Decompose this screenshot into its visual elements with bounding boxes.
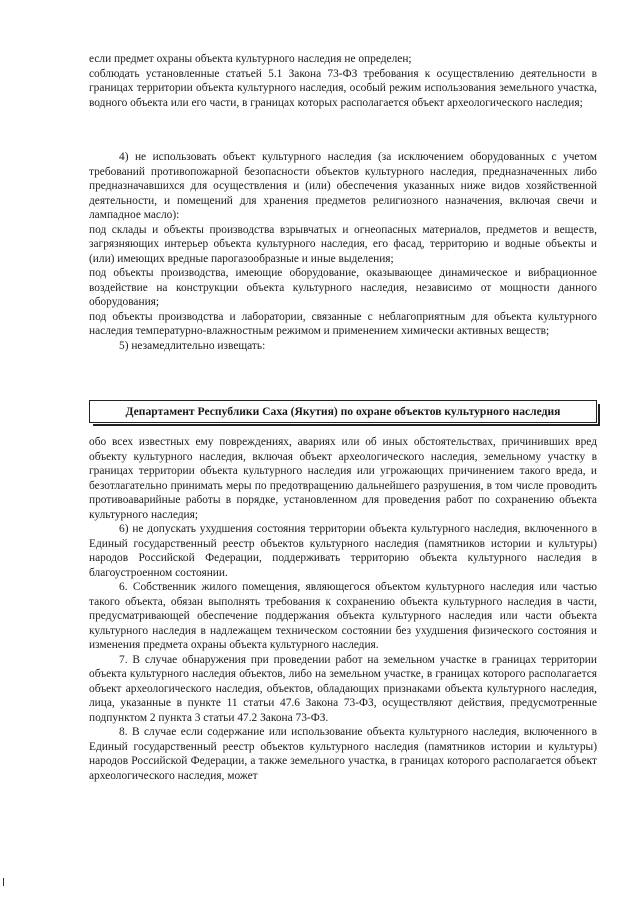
paragraph: 6. Собственник жилого помещения, являющегося объектом культурного наследия или частью такого объекта, обязан выполнять требования к сохранению объекта культурного наследия в части, предусматривающей обеспечение поддержания объекта культурного наследия или части объекта культурного наследия в надлежащем техническом состоянии без ухудшения физического состояния и изменения предмета охраны объекта культурного наследия. bbox=[89, 581, 597, 651]
paragraph: под объекты производства, имеющие оборудование, оказывающее динамическое и вибрационное воздействие на конструкции объекта культурного наследия, независимо от мощности данного оборудования; bbox=[89, 267, 597, 308]
paragraph: 6) не допускать ухудшения состояния территории объекта культурного наследия, включенного в Единый государственный реестр объектов культурного наследия (памятников истории и культуры) народов Российской Федерации, поддерживать территорию объекта культурного наследия в благоустроенном состоянии. bbox=[89, 523, 597, 579]
paragraph: соблюдать установленные статьей 5.1 Закона 73-ФЗ требования к осуществлению деятельности в границах территории объекта культурного наследия, особый режим использования земельного участка, водного объекта или его части, в границах которых располагается объект археологического наследия; bbox=[89, 67, 597, 109]
department-header-text: Департамент Республики Саха (Якутия) по охране объектов культурного наследия bbox=[125, 405, 561, 418]
paragraph: 8. В случае если содержание или использование объекта культурного наследия, включенного в Единый государственный реестр объектов культурного наследия (памятников истории и культуры) народов Российской Федерации, а также земельного участка, в границах которого располагается объект археологического наследия, может bbox=[89, 726, 597, 782]
text-block-bottom bbox=[89, 435, 597, 783]
paragraph: под склады и объекты производства взрывчатых и огнеопасных материалов, предметов и веществ, загрязняющих интерьер объекта культурного наследия, его фасад, территорию и водные объекты и (или) имеющих вредные парогазообразные и иные выделения; bbox=[89, 223, 597, 265]
scan-margin-mark bbox=[3, 878, 4, 886]
paragraph: 7. В случае обнаружения при проведении работ на земельном участке в границах территории объекта культурного наследия объектов, либо на земельном участке, в границах которого располагается объект археологического наследия, объектов, обладающих признаками объекта культурного наследия, лица, указанные в пункте 11 статьи 47.6 Закона 73-ФЗ, осуществляют действия, предусмотренные подпунктом 2 пункта 3 статьи 47.2 Закона 73-ФЗ. bbox=[89, 653, 597, 724]
paragraph: 4) не использовать объект культурного наследия (за исключением оборудованных с учетом требований противопожарной безопасности объектов культурного наследия, предназначенных либо предназначавшихся для осуществления и (или) обеспечения указанных ниже видов хозяйственной деятельности, и помещений для хранения предметов религиозного назначения, включая свечи и лампадное масло): bbox=[89, 151, 597, 221]
text-block-item-4 bbox=[89, 150, 597, 353]
paragraph: если предмет охраны объекта культурного наследия не определен; bbox=[89, 53, 412, 65]
paragraph: 5) незамедлительно извещать: bbox=[119, 339, 266, 352]
paragraph: под объекты производства и лаборатории, связанные с неблагоприятным для объекта культурного наследия температурно-влажностным режимом и применением химически активных веществ; bbox=[89, 310, 597, 337]
department-header-box bbox=[89, 400, 597, 423]
text-block-top bbox=[89, 52, 597, 110]
paragraph: обо всех известных ему повреждениях, авариях или об иных обстоятельствах, причинивших вред объекту культурного наследия, включая объект археологического наследия, земельному участку в границах территории объекта культурного наследия или угрожающих причинением такого вреда, и безотлагательно принимать меры по предотвращению дальнейшего разрушения, в том числе проводить противоаварийные работы в порядке, установленном для проведения работ по сохранению объекта культурного наследия; bbox=[89, 436, 597, 521]
